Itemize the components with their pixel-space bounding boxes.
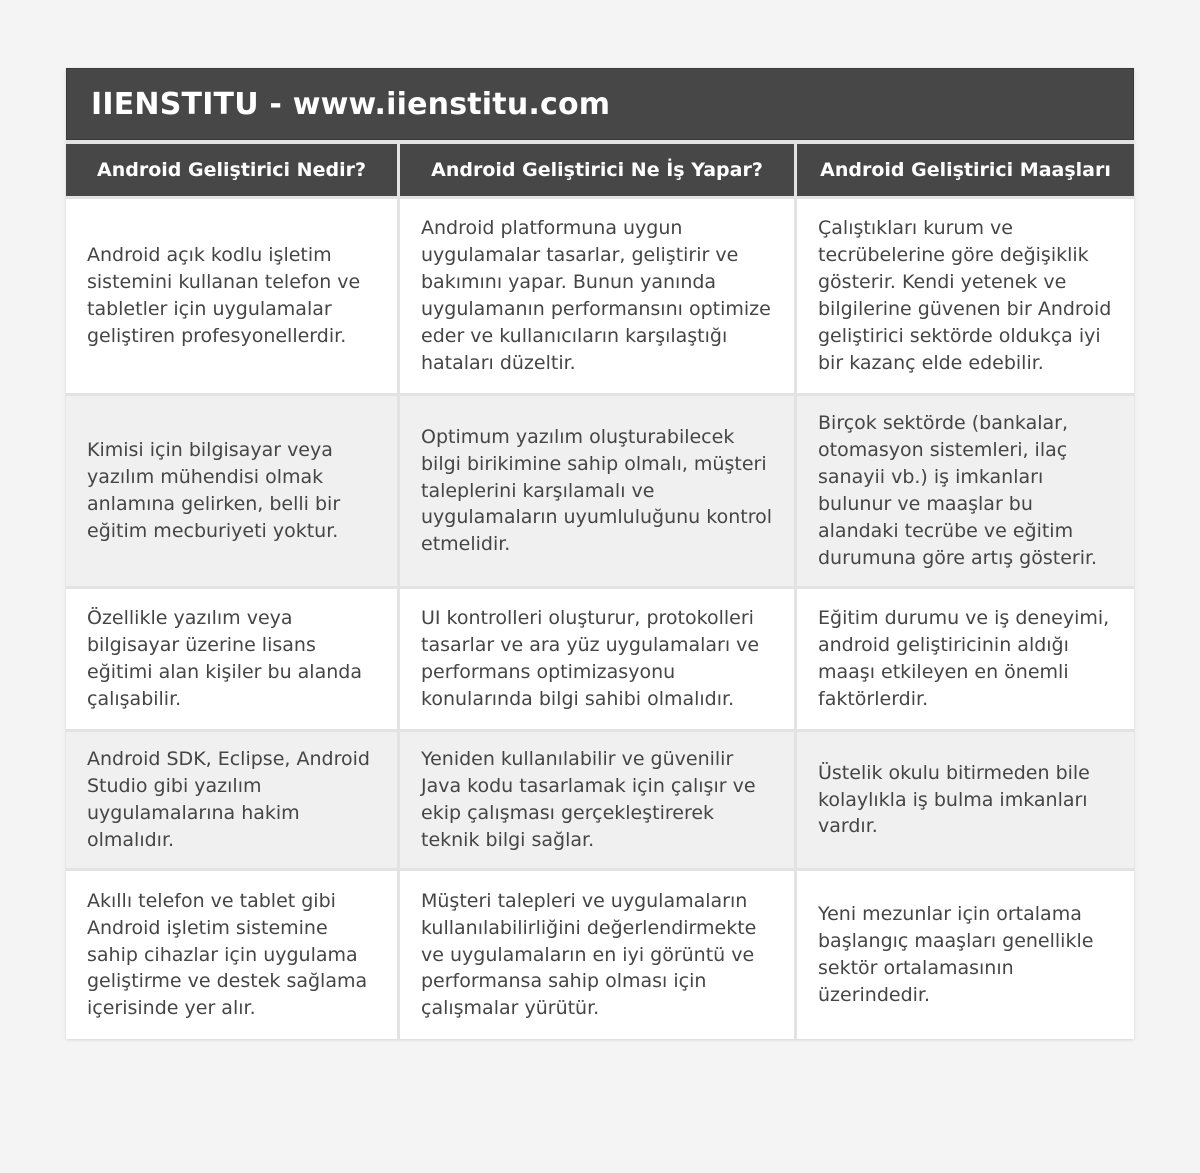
table-cell: Akıllı telefon ve tablet gibi Android işletim sistemine sahip cihazlar için uygulama geliştirme ve destek sağlama içerisinde yer alır. [66, 871, 397, 1039]
comparison-table [66, 68, 1134, 1039]
table-cell: Yeniden kullanılabilir ve güvenilir Java kodu tasarlamak için çalışır ve ekip çalışması gerçekleştirerek teknik bilgi sağlar. [400, 732, 794, 868]
page-title: IIENSTITU - www.iienstitu.com [66, 68, 1134, 140]
column-header-salaries: Android Geliştirici Maaşları [797, 144, 1134, 196]
table-cell: Özellikle yazılım veya bilgisayar üzerine lisans eğitimi alan kişiler bu alanda çalışabilir. [66, 589, 397, 729]
table-cell: Yeni mezunlar için ortalama başlangıç maaşları genellikle sektör ortalamasının üzerindedir. [797, 871, 1134, 1039]
table-cell: Çalıştıkları kurum ve tecrübelerine göre değişiklik gösterir. Kendi yetenek ve bilgilerine güvenen bir Android geliştirici sektörde oldukça iyi bir kazanç elde edebilir. [797, 199, 1134, 393]
table-cell: Optimum yazılım oluşturabilecek bilgi birikimine sahip olmalı, müşteri taleplerini karşılamalı ve uygulamaların uyumluluğunu kontrol etmelidir. [400, 396, 794, 586]
table-cell: Müşteri talepleri ve uygulamaların kullanılabilirliğini değerlendirmekte ve uygulamaların en iyi görüntü ve performansa sahip olması için çalışmalar yürütür. [400, 871, 794, 1039]
table-cell: Android açık kodlu işletim sistemini kullanan telefon ve tabletler için uygulamalar geliştiren profesyonellerdir. [66, 199, 397, 393]
table-cell: Birçok sektörde (bankalar, otomasyon sistemleri, ilaç sanayii vb.) iş imkanları bulunur ve maaşlar bu alandaki tecrübe ve eğitim durumuna göre artış gösterir. [797, 396, 1134, 586]
table-cell: Android platformuna uygun uygulamalar tasarlar, geliştirir ve bakımını yapar. Bunun yanında uygulamanın performansını optimize eder ve kullanıcıların karşılaştığı hataları düzeltir. [400, 199, 794, 393]
column-header-what-is: Android Geliştirici Nedir? [66, 144, 397, 196]
table-cell: Kimisi için bilgisayar veya yazılım mühendisi olmak anlamına gelirken, belli bir eğitim mecburiyeti yoktur. [66, 396, 397, 586]
table-cell: Eğitim durumu ve iş deneyimi, android geliştiricinin aldığı maaşı etkileyen en önemli faktörlerdir. [797, 589, 1134, 729]
table-cell: UI kontrolleri oluşturur, protokolleri tasarlar ve ara yüz uygulamaları ve performans optimizasyonu konularında bilgi sahibi olmalıdır. [400, 589, 794, 729]
column-header-what-does: Android Geliştirici Ne İş Yapar? [400, 144, 794, 196]
table-cell: Üstelik okulu bitirmeden bile kolaylıkla iş bulma imkanları vardır. [797, 732, 1134, 868]
table-cell: Android SDK, Eclipse, Android Studio gibi yazılım uygulamalarına hakim olmalıdır. [66, 732, 397, 868]
table-grid [66, 144, 1134, 1039]
